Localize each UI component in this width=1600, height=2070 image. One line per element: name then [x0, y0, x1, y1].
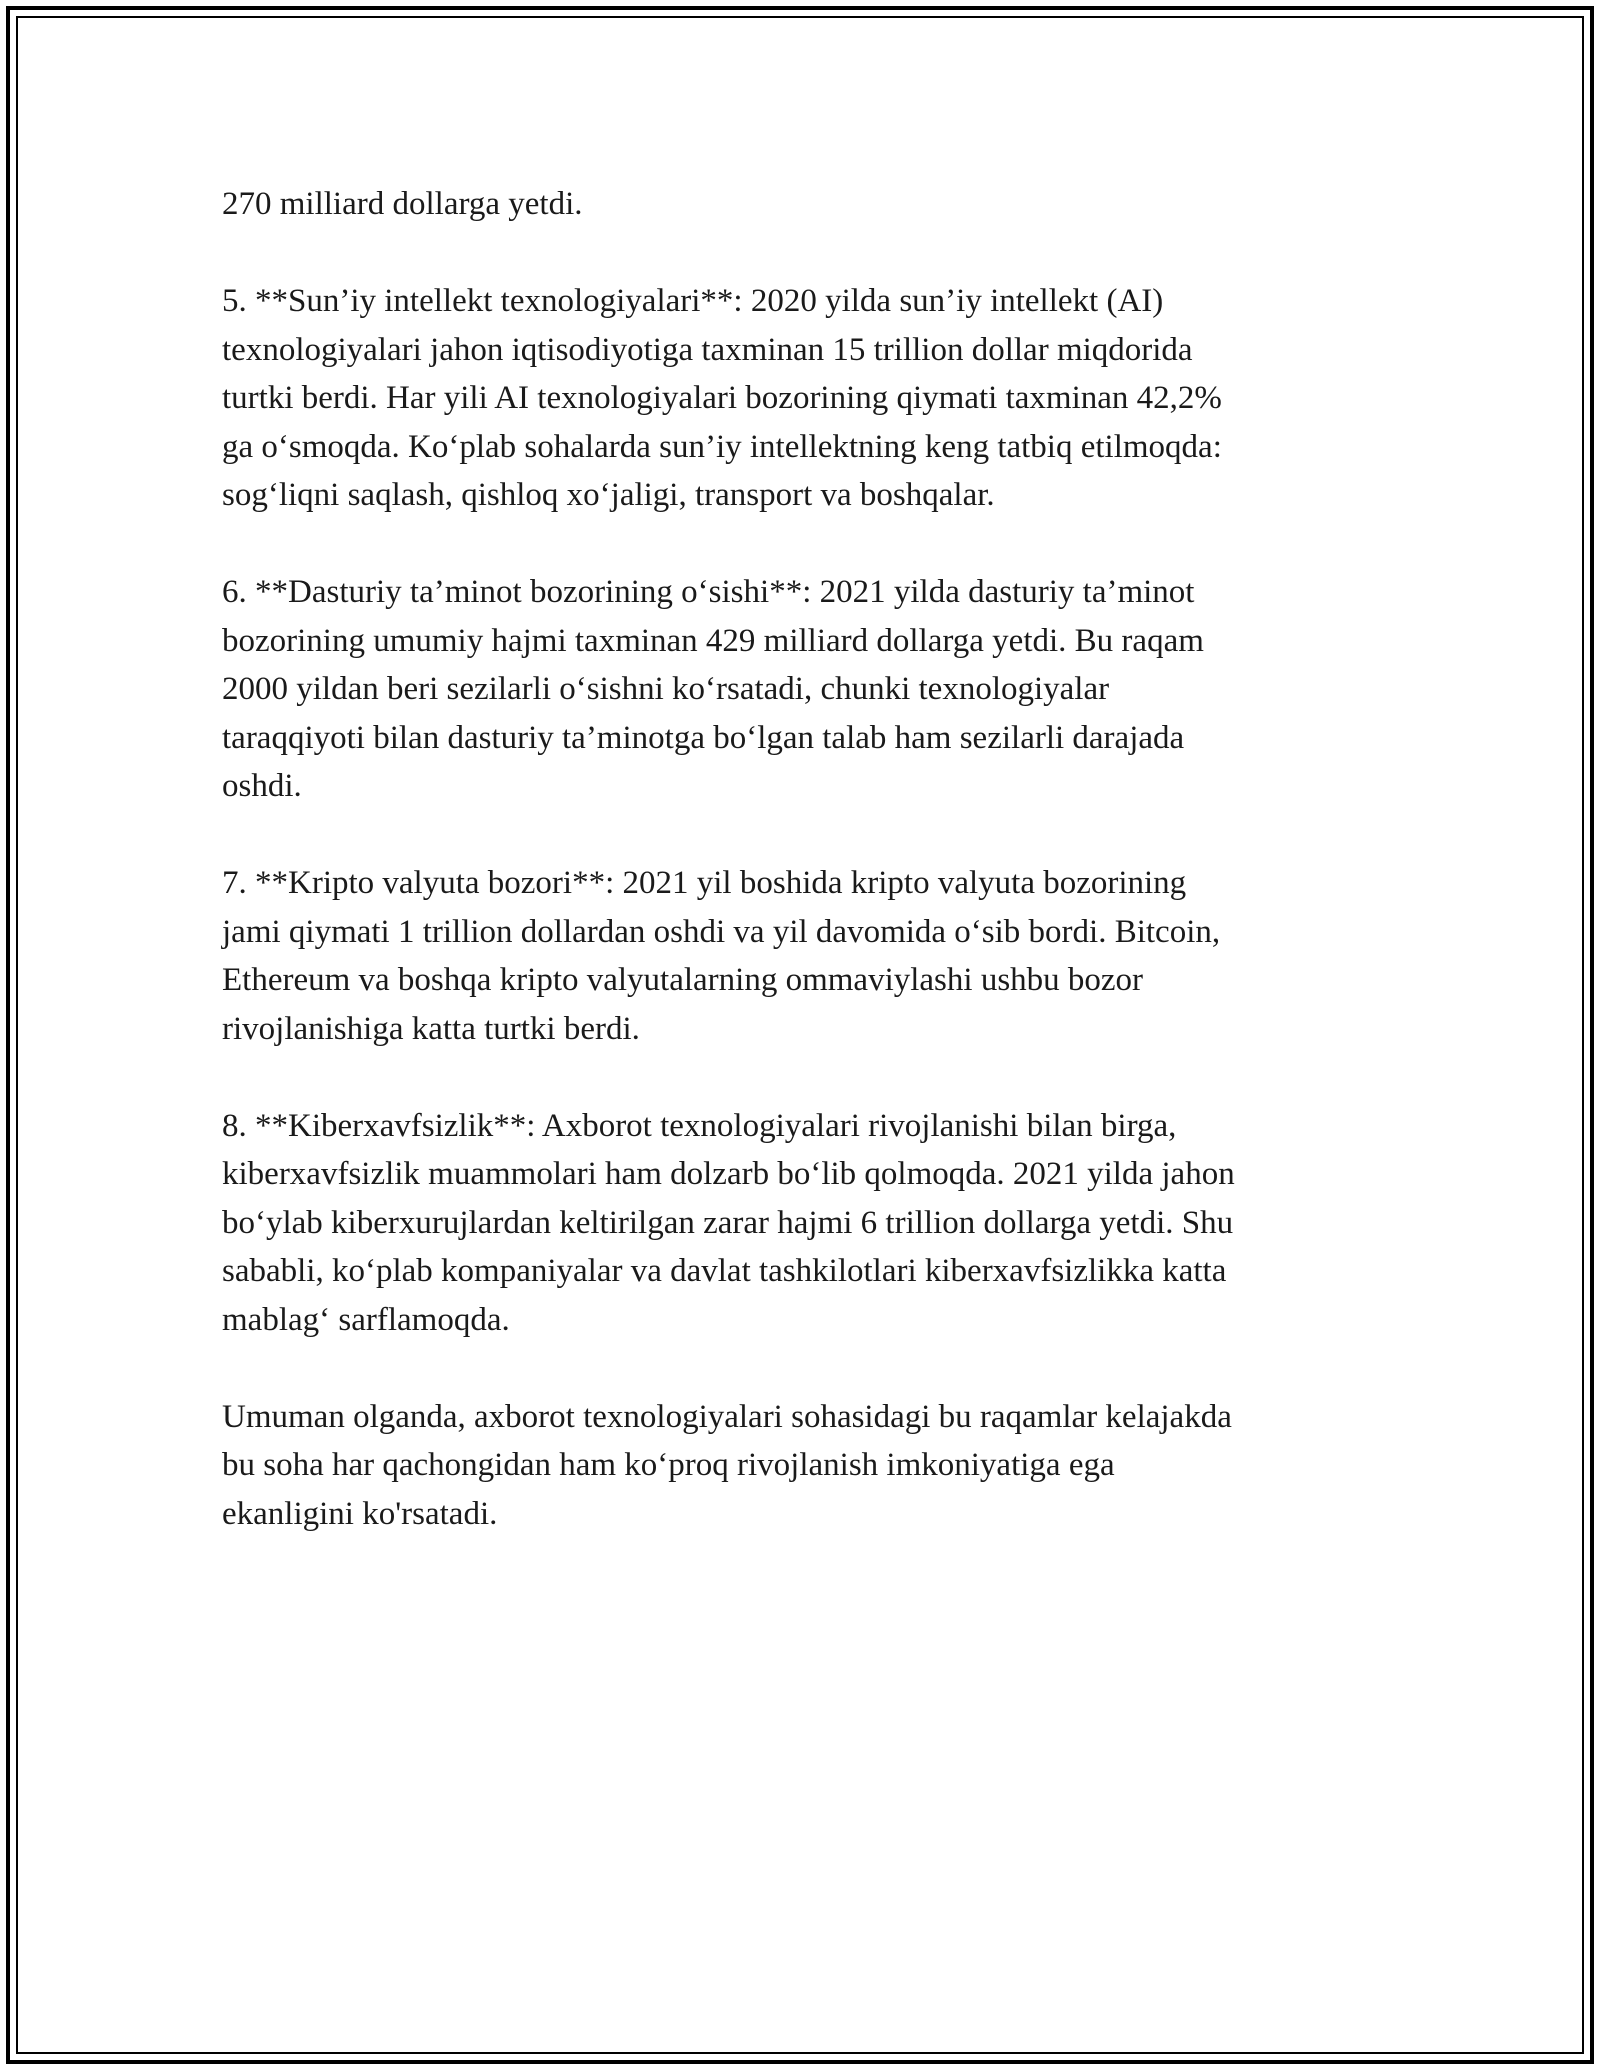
- paragraph-continuation: 270 milliard dollarga yetdi.: [222, 186, 583, 222]
- paragraph-cybersecurity: 8. **Kiberxavfsizlik**: Axborot texnologiyalari rivojlanishi bilan birga, kiberxavfsizlik muammolari ham dolzarb boʻlib qolmoqda. 2021 yilda jahon boʻylab kiberxurujlardan keltirilgan zarar hajmi 6 trillion dollarga yetdi. Shu sababli, koʻplab kompaniyalar va davlat tashkilotlari kiberxavfsizlikka katta mablagʻ sarflamoqda.: [222, 1107, 1235, 1338]
- paragraph-conclusion: Umuman olganda, axborot texnologiyalari sohasidagi bu raqamlar kelajakda bu soha har qachongidan ham koʻproq rivojlanish imkoniyatiga ega ekanligini ko'rsatadi.: [222, 1398, 1232, 1532]
- paragraph-crypto-market: 7. **Kripto valyuta bozori**: 2021 yil boshida kripto valyuta bozorining jami qiymati 1 trillion dollardan oshdi va yil davomida oʻsib bordi. Bitcoin, Ethereum va boshqa kripto valyutalarning ommaviylashi ushbu bozor rivojlanishiga katta turtki berdi.: [222, 865, 1221, 1047]
- paragraph-software-market: 6. **Dasturiy ta’minot bozorining oʻsishi**: 2021 yilda dasturiy ta’minot bozorining umumiy hajmi taxminan 429 milliard dollarga yetdi. Bu raqam 2000 yildan beri sezilarli oʻsishni koʻrsatadi, chunki texnologiyalar taraqqiyoti bilan dasturiy ta’minotga boʻlgan talab ham sezilarli darajada oshdi.: [222, 574, 1204, 804]
- document-body: [222, 180, 1372, 1587]
- paragraph-ai-technologies: 5. **Sun’iy intellekt texnologiyalari**: 2020 yilda sun’iy intellekt (AI) texnologiyalari jahon iqtisodiyotiga taxminan 15 trillion dollar miqdorida turtki berdi. Har yili AI texnologiyalari bozorining qiymati taxminan 42,2% ga oʻsmoqda. Koʻplab sohalarda sun’iy intellektning keng tatbiq etilmoqda: sogʻliqni saqlash, qishloq xoʻjaligi, transport va boshqalar.: [222, 283, 1222, 513]
